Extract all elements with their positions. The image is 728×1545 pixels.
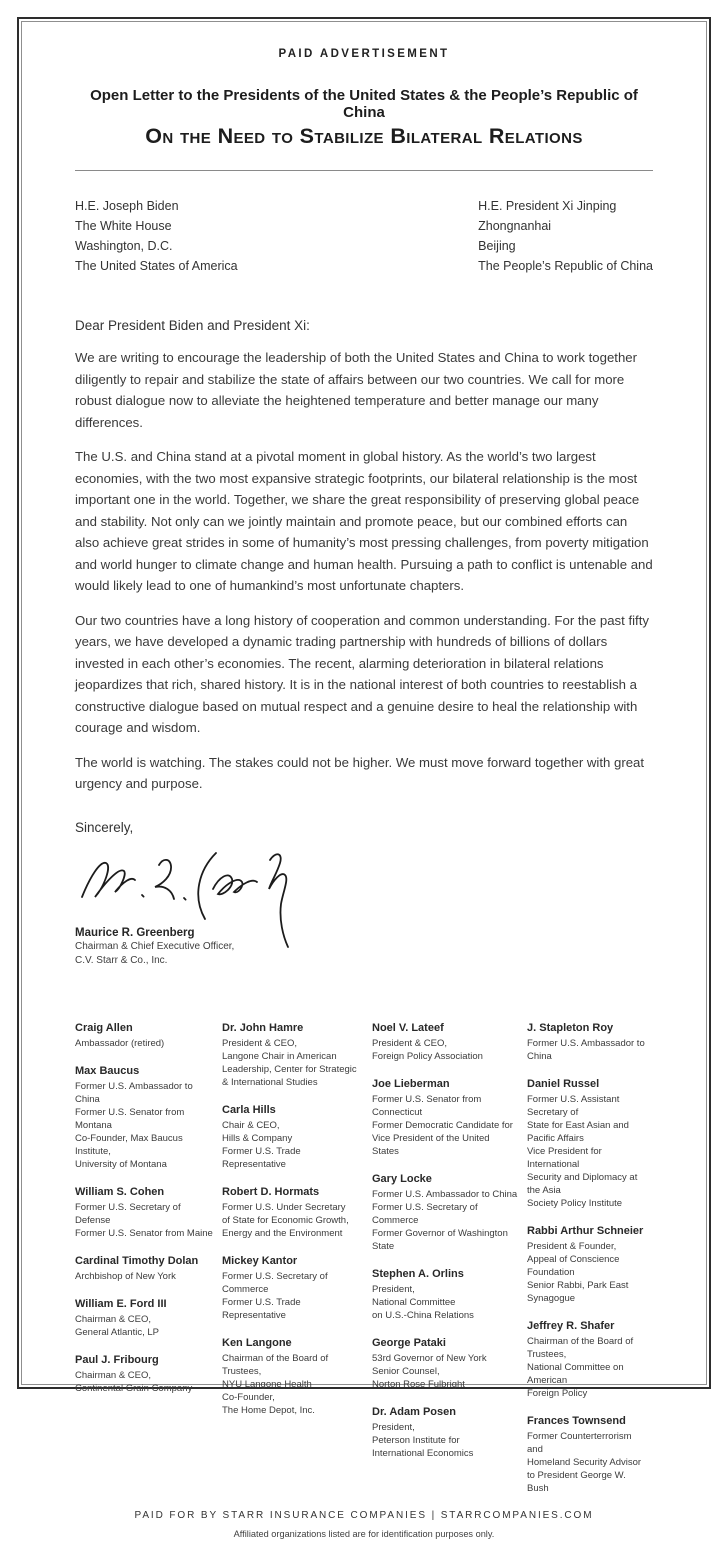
signatory-title-line: Society Policy Institute bbox=[527, 1197, 623, 1209]
signatory-title-line: Former U.S. Ambassador to China bbox=[372, 1188, 518, 1200]
signatory-name: Jeffrey R. Shafer bbox=[527, 1319, 615, 1332]
signatory-title-line: Former U.S. Trade Representative bbox=[222, 1145, 301, 1170]
signatory-title-line: Hills & Company bbox=[222, 1132, 293, 1144]
signatory-name: J. Stapleton Roy bbox=[527, 1021, 614, 1034]
signatory-title-line: Former Democratic Candidate for bbox=[372, 1119, 513, 1131]
signatory-title-line: Foreign Policy bbox=[527, 1387, 588, 1399]
signatory-entry bbox=[372, 1268, 527, 1322]
signatory-grid bbox=[75, 1022, 653, 1510]
address-line: The United States of America bbox=[75, 259, 238, 273]
signatory-name: Dr. John Hamre bbox=[222, 1021, 304, 1034]
signatory-title-line: Former U.S. Under Secretary bbox=[222, 1201, 346, 1213]
signatory-title-line: & International Studies bbox=[222, 1076, 318, 1088]
signatory-name: Noel V. Lateef bbox=[372, 1021, 444, 1034]
signatory-entry bbox=[527, 1415, 653, 1495]
signatory-title-line: Vice President of the United States bbox=[372, 1132, 490, 1157]
signatory-name: George Pataki bbox=[372, 1336, 446, 1349]
signatory-title-line: Former U.S. Secretary of Defense bbox=[75, 1201, 181, 1226]
signatory-entry bbox=[527, 1078, 653, 1210]
paid-advertisement-label: PAID ADVERTISEMENT bbox=[278, 48, 450, 60]
signatory-title-line: Archbishop of New York bbox=[75, 1270, 176, 1282]
signatory-title-line: National Committee on American bbox=[527, 1361, 624, 1386]
signatory-title-line: Ambassador (retired) bbox=[75, 1037, 165, 1049]
signatory-title-line: Co-Founder, bbox=[222, 1391, 275, 1403]
signatory-name: Daniel Russel bbox=[527, 1077, 600, 1090]
address-line: The People’s Republic of China bbox=[478, 259, 653, 273]
signatory-entry bbox=[222, 1186, 372, 1240]
signatory-title-line: President, bbox=[372, 1283, 415, 1295]
signatory-entry bbox=[75, 1255, 222, 1283]
signatory-entry bbox=[372, 1022, 527, 1063]
signatory-name: Cardinal Timothy Dolan bbox=[75, 1254, 199, 1267]
signatory-title-line: Former U.S. Ambassador to China bbox=[527, 1037, 645, 1062]
signatory-name: Mickey Kantor bbox=[222, 1254, 298, 1267]
signatory-column-1 bbox=[75, 1022, 222, 1410]
signatory-title-line: President, bbox=[372, 1421, 415, 1433]
signatory-title-line: Chair & CEO, bbox=[222, 1119, 280, 1131]
signatory-name: William E. Ford III bbox=[75, 1297, 167, 1310]
footer bbox=[75, 1510, 653, 1545]
address-line: H.E. President Xi Jinping bbox=[478, 199, 617, 213]
signatory-entry bbox=[372, 1173, 527, 1253]
address-us bbox=[75, 196, 238, 276]
signatory-entry bbox=[222, 1104, 372, 1171]
address-line: Washington, D.C. bbox=[75, 239, 173, 253]
signer-name: Maurice R. Greenberg bbox=[75, 926, 195, 939]
signatory-title-line: Former U.S. Senator from Connecticut bbox=[372, 1093, 482, 1118]
signatory-title-line: Co-Founder, Max Baucus Institute, bbox=[75, 1132, 183, 1157]
signatory-title-line: Chairman of the Board of Trustees, bbox=[527, 1335, 634, 1360]
signatory-title-line: of State for Economic Growth, bbox=[222, 1214, 349, 1226]
signer-titles bbox=[75, 939, 653, 968]
signatory-title-line: Foreign Policy Association bbox=[372, 1050, 483, 1062]
signatory-column-3 bbox=[372, 1022, 527, 1475]
signatory-title-line: Senior Counsel, bbox=[372, 1365, 440, 1377]
signatory-title-line: Homeland Security Advisor bbox=[527, 1456, 642, 1468]
signatory-entry bbox=[372, 1406, 527, 1460]
header-divider bbox=[75, 170, 653, 171]
signatory-title-line: Norton Rose Fulbright bbox=[372, 1378, 465, 1390]
signer-title-line: Chairman & Chief Executive Officer, bbox=[75, 940, 235, 952]
address-china bbox=[478, 196, 653, 276]
signatory-title-line: The Home Depot, Inc. bbox=[222, 1404, 315, 1416]
signatory-entry bbox=[75, 1065, 222, 1171]
signatory-name: Rabbi Arthur Schneier bbox=[527, 1224, 644, 1237]
signatory-title-line: Continental Grain Company bbox=[75, 1382, 193, 1394]
signatory-name: Stephen A. Orlins bbox=[372, 1267, 464, 1280]
signatory-title-line: Leadership, Center for Strategic bbox=[222, 1063, 357, 1075]
signatory-entry bbox=[527, 1225, 653, 1305]
signatory-title-line: Appeal of Conscience Foundation bbox=[527, 1253, 620, 1278]
signatory-title-line: International Economics bbox=[372, 1447, 474, 1459]
signatory-title-line: Senior Rabbi, Park East Synagogue bbox=[527, 1279, 629, 1304]
signatory-entry bbox=[75, 1186, 222, 1240]
signatory-title-line: Former U.S. Secretary of Commerce bbox=[372, 1201, 478, 1226]
signatory-entry bbox=[372, 1337, 527, 1391]
paid-for-by-line: PAID FOR BY STARR INSURANCE COMPANIES | STARRCOMPANIES.COM bbox=[134, 1509, 594, 1521]
signatory-title-line: Former U.S. Assistant Secretary of bbox=[527, 1093, 620, 1118]
signatory-name: Paul J. Fribourg bbox=[75, 1353, 159, 1366]
address-line: Beijing bbox=[478, 239, 516, 253]
signatory-name: Craig Allen bbox=[75, 1021, 133, 1034]
signatory-title-line: Former U.S. Trade Representative bbox=[222, 1296, 301, 1321]
signatory-title-line: Chairman of the Board of Trustees, bbox=[222, 1352, 329, 1377]
signatory-title-line: to President George W. Bush bbox=[527, 1469, 626, 1494]
salutation: Dear President Biden and President Xi: bbox=[75, 318, 310, 333]
signatory-entry bbox=[222, 1337, 372, 1417]
address-line: The White House bbox=[75, 219, 172, 233]
letter-paragraph: Our two countries have a long history of cooperation and common understanding. For the past fifty years, we have developed a dynamic trading partnership with hundreds of billions of dollars invested in each other’s economies. The recent, alarming deterioration in bilateral relations jeopardizes that rich, shared history. It is in the national interest of both countries to reestablish a constructive dialogue based on mutual respect and a genuine desire to heal the relationship with courage and wisdom. bbox=[75, 612, 649, 735]
signatory-title-line: Vice President for International bbox=[527, 1145, 602, 1170]
signer-title-line: C.V. Starr & Co., Inc. bbox=[75, 954, 168, 966]
letter-body bbox=[75, 334, 653, 795]
signatory-name: Ken Langone bbox=[222, 1336, 292, 1349]
page-border-frame bbox=[17, 17, 711, 1539]
signatory-entry bbox=[222, 1255, 372, 1322]
signatory-title-line: President & CEO, bbox=[372, 1037, 447, 1049]
signatory-title-line: NYU Langone Health bbox=[222, 1378, 312, 1390]
signatory-name: Carla Hills bbox=[222, 1103, 276, 1116]
signatory-title-line: Security and Diplomacy at the Asia bbox=[527, 1171, 638, 1196]
signatory-entry bbox=[527, 1022, 653, 1063]
signatory-title-line: 53rd Governor of New York bbox=[372, 1352, 487, 1364]
page-border-inner bbox=[21, 21, 707, 1539]
signatory-entry bbox=[75, 1298, 222, 1339]
signatory-title-line: President & CEO, bbox=[222, 1037, 297, 1049]
signatory-title-line: Chairman & CEO, bbox=[75, 1313, 152, 1325]
signatory-title-line: Former Counterterrorism and bbox=[527, 1430, 632, 1455]
signatory-title-line: Former U.S. Senator from Maine bbox=[75, 1227, 213, 1239]
signatory-entry bbox=[372, 1078, 527, 1158]
signatory-column-2 bbox=[222, 1022, 372, 1432]
signatory-title-line: Former Governor of Washington State bbox=[372, 1227, 508, 1252]
signatory-title-line: Former U.S. Secretary of Commerce bbox=[222, 1270, 328, 1295]
signatory-name: William S. Cohen bbox=[75, 1185, 165, 1198]
address-line: Zhongnanhai bbox=[478, 219, 552, 233]
signatory-entry bbox=[527, 1320, 653, 1400]
valediction: Sincerely, bbox=[75, 819, 134, 835]
signatory-name: Frances Townsend bbox=[527, 1414, 626, 1427]
signatory-entry bbox=[222, 1022, 372, 1089]
letter-title-line1: Open Letter to the Presidents of the United States & the People’s Republic of China bbox=[90, 87, 638, 121]
letter-paragraph: The U.S. and China stand at a pivotal moment in global history. As the world’s two largest economies, with the two most expansive strategic footprints, our bilateral relationship is the most important one in the world. Together, we share the great responsibility of preserving global peace and stability. Not only can we jointly maintain and promote peace, but our combined efforts can also achieve great strides in some of humanity’s most pressing challenges, from poverty mitigation and world hunger to climate change and human health. Pursuing a path to conflict is untenable and would likely lead to one of humankind’s most unfortunate chapters. bbox=[75, 449, 653, 593]
signatory-title-line: General Atlantic, LP bbox=[75, 1326, 159, 1338]
signatory-name: Dr. Adam Posen bbox=[372, 1405, 456, 1418]
address-block bbox=[75, 196, 653, 276]
signatory-title-line: Former U.S. Ambassador to China bbox=[75, 1080, 193, 1105]
signatory-title-line: Energy and the Environment bbox=[222, 1227, 343, 1239]
letter-paragraph: The world is watching. The stakes could not be higher. We must move forward together with great urgency and purpose. bbox=[75, 754, 645, 791]
signatory-title-line: on U.S.-China Relations bbox=[372, 1309, 474, 1321]
signatory-entry bbox=[75, 1354, 222, 1395]
disclaimer-line: Affiliated organizations listed are for identification purposes only. bbox=[233, 1528, 495, 1539]
signatory-column-4 bbox=[527, 1022, 653, 1510]
signatory-name: Gary Locke bbox=[372, 1172, 432, 1185]
signatory-title-line: Peterson Institute for bbox=[372, 1434, 460, 1446]
signatory-name: Robert D. Hormats bbox=[222, 1185, 320, 1198]
letter-title-line2: On the Need to Stabilize Bilateral Relations bbox=[145, 124, 583, 148]
signatory-name: Max Baucus bbox=[75, 1064, 140, 1077]
address-line: H.E. Joseph Biden bbox=[75, 199, 179, 213]
signatory-title-line: University of Montana bbox=[75, 1158, 167, 1170]
signatory-title-line: State for East Asian and Pacific Affairs bbox=[527, 1119, 629, 1144]
letter-paragraph: We are writing to encourage the leadership of both the United States and China to work together diligently to repair and stabilize the state of affairs between our two countries. We call for more robust dialogue now to alleviate the heightened temperature and better manage our many differences. bbox=[75, 350, 638, 430]
signatory-title-line: President & Founder, bbox=[527, 1240, 617, 1252]
signatory-name: Joe Lieberman bbox=[372, 1077, 450, 1090]
signatory-title-line: Langone Chair in American bbox=[222, 1050, 337, 1062]
signatory-title-line: National Committee bbox=[372, 1296, 456, 1308]
signatory-title-line: Former U.S. Senator from Montana bbox=[75, 1106, 185, 1131]
signatory-entry bbox=[75, 1022, 222, 1050]
signatory-title-line: Chairman & CEO, bbox=[75, 1369, 152, 1381]
